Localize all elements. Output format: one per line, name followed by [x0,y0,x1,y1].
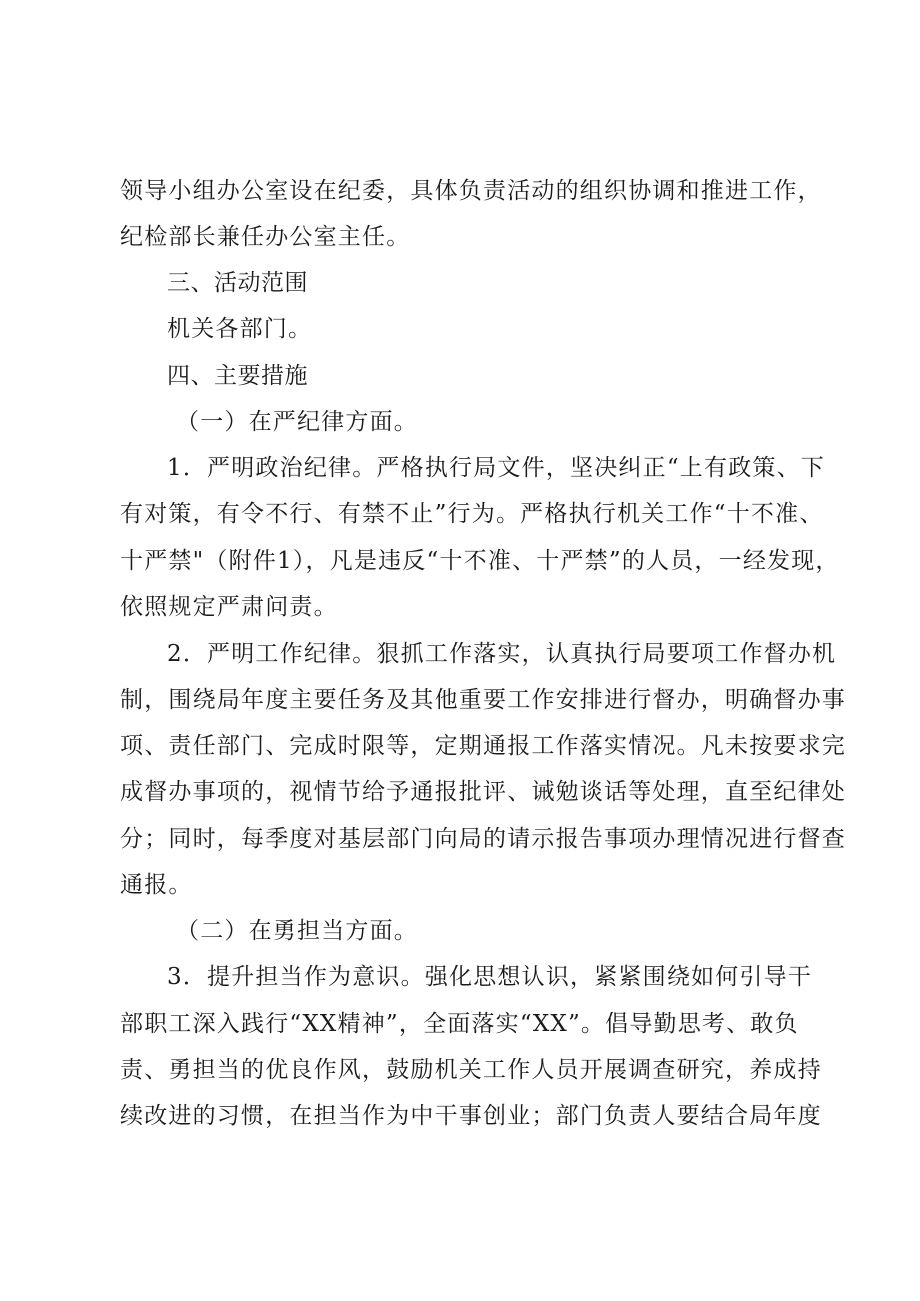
item-1-line-3: 十严禁"（附件1），凡是违反“十不准、十严禁”的人员，一经发现， [120,548,840,574]
item-1-line-4: 依照规定严肃问责。 [120,594,338,620]
body-line-1: 领导小组办公室设在纪委，具体负责活动的组织协调和推进工作， [120,178,822,204]
item-3-line-3: 责、勇担当的优良作风，鼓励机关工作人员开展调查研究，养成持 [120,1057,822,1083]
item-1-line-2: 有对策，有令不行、有禁不止”行为。严格执行机关工作“十不准、 [120,501,824,527]
subsection-heading-1: （一）在严纪律方面。 [176,409,418,435]
item-3-line-2: 部职工深入践行“XX精神”，全面落实“XX”。倡导勤思考、敢负 [120,1011,799,1037]
item-3-line-1: 3．提升担当作为意识。强化思想认识，紧紧围绕如何引导干 [167,964,813,990]
item-2-line-2: 制，围绕局年度主要任务及其他重要工作安排进行督办，明确督办事 [120,687,846,713]
section-heading-3: 三、活动范围 [167,270,308,296]
item-3-line-4: 续改进的习惯，在担当作为中干事创业；部门负责人要结合局年度 [120,1103,822,1129]
item-2-line-5: 分；同时，每季度对基层部门向局的请示报告事项办理情况进行督查 [120,826,846,852]
item-2-line-6: 通报。 [120,872,193,898]
body-line-3: 机关各部门。 [167,316,313,342]
body-line-2: 纪检部长兼任办公室主任。 [120,224,411,250]
item-1-line-1: 1．严明政治纪律。严格执行局文件，坚决纠正“上有政策、下 [167,455,825,481]
section-heading-4: 四、主要措施 [167,363,308,389]
subsection-heading-2: （二）在勇担当方面。 [176,918,418,944]
item-2-line-1: 2．严明工作纪律。狠抓工作落实，认真执行局要项工作督办机 [167,641,837,667]
item-2-line-3: 项、责任部门、完成时限等，定期通报工作落实情况。凡未按要求完 [120,733,846,759]
item-2-line-4: 成督办事项的，视情节给予通报批评、诫勉谈话等处理，直至纪律处 [120,779,846,805]
